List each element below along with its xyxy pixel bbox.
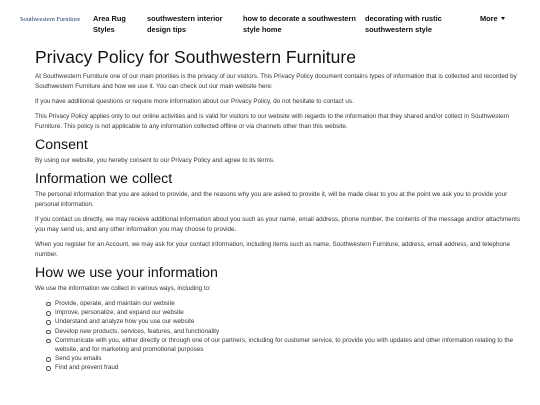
use-lead: We use the information we collect in various ways, including to:: [35, 285, 211, 292]
list-item: Understand and analyze how you use our website: [55, 317, 520, 326]
list-item: Improve, personalize, and expand our website: [55, 308, 520, 317]
caret-down-icon: [501, 17, 505, 20]
nav-link-area-rug-styles[interactable]: Area Rug Styles: [93, 14, 126, 34]
nav-link-interior-design-tips[interactable]: southwestern interior design tips: [147, 14, 223, 34]
use-heading: How we use your information: [35, 265, 218, 281]
list-item: Find and prevent fraud: [55, 363, 520, 372]
list-item: Provide, operate, and maintain our website: [55, 299, 520, 308]
list-item: Send you emails: [55, 354, 520, 363]
nav-more-label: More: [480, 14, 498, 23]
nav-link-decorate-southwestern-home[interactable]: how to decorate a southwestern style home: [243, 14, 356, 34]
collect-heading: Information we collect: [35, 171, 173, 187]
intro-paragraph-2: If you have additional questions or require more information about our Privacy Policy, do not hesitate to contact us.: [35, 98, 354, 105]
consent-text: By using our website, you hereby consent to our Privacy Policy and agree to its terms.: [35, 157, 275, 164]
nav-link-rustic-southwestern-style[interactable]: decorating with rustic southwestern style: [365, 14, 442, 34]
top-navbar: [0, 0, 540, 42]
collect-paragraph-2: If you contact us directly, we may receive additional information about you such as your name, email address, phone number, the contents of the message and/or attachments you may send us, and any other information you may choose to provide.: [35, 216, 521, 233]
collect-paragraph-3: When you register for an Account, we may ask for your contact information, including items such as name, Southwestern Furniture, address, email address, and telephone number.: [35, 241, 510, 258]
main-content: [0, 47, 540, 373]
intro-paragraph-3: This Privacy Policy applies only to our online activities and is valid for visitors to our website with regards to the information that they shared and/or collect in Southwestern Furniture. This policy is not applicable to any information collected offline or via channels other than this website.: [35, 113, 510, 130]
list-item: Communicate with you, either directly or through one of our partners, including for customer service, to provide you with updates and other information relating to the website, and for marketing and promotional purposes: [55, 336, 520, 354]
brand-logo[interactable]: Southwestern Furniture: [20, 16, 81, 23]
nav-more-dropdown[interactable]: [480, 13, 505, 24]
page-title: Privacy Policy for Southwestern Furniture: [35, 47, 356, 67]
list-item: Develop new products, services, features, and functionality: [55, 327, 520, 336]
intro-paragraph-1: At Southwestern Furniture one of our main priorities is the privacy of our visitors. This Privacy Policy document contains types of information that is collected and recorded by Southwestern Furniture and how we use it. You can check out our main website here:: [35, 73, 517, 90]
use-list: [35, 299, 520, 373]
consent-heading: Consent: [35, 137, 88, 153]
collect-paragraph-1: The personal information that you are asked to provide, and the reasons why you are asked to provide it, will be made clear to you at the point we ask you to provide your personal information.: [35, 191, 508, 208]
